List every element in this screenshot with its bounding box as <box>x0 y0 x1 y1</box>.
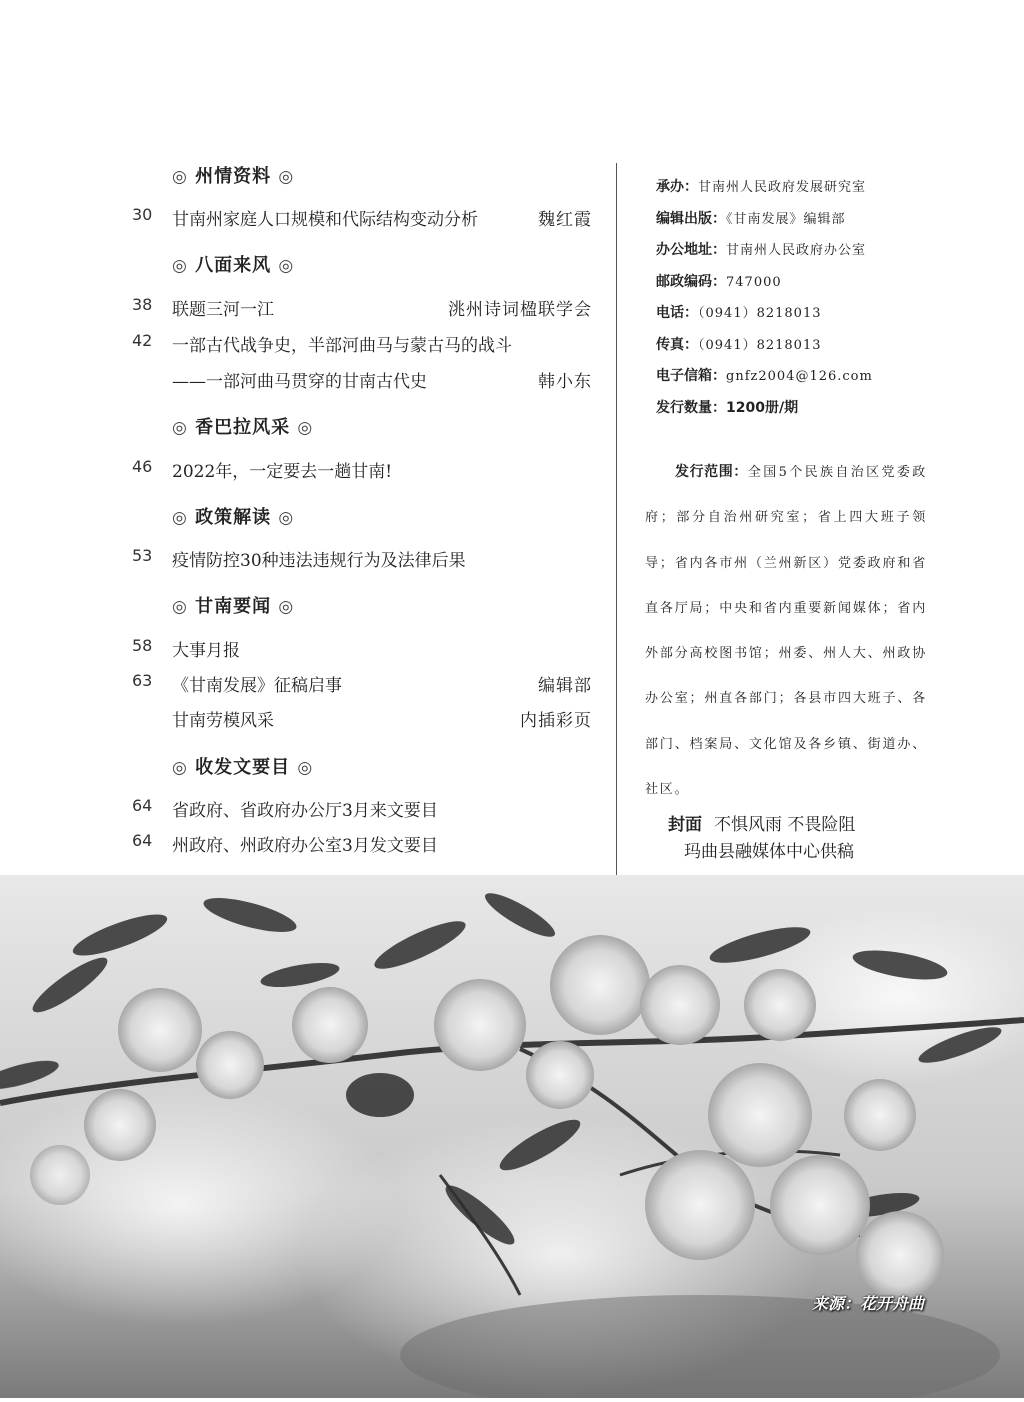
toc-entry[interactable] <box>0 636 592 664</box>
section-title: 甘南要闻 <box>195 596 272 617</box>
article-author: 洮州诗词楹联学会 <box>448 300 592 320</box>
colophon-line: 承办：甘南州人民政府发展研究室 <box>656 179 867 195</box>
section-title: 八面来风 <box>195 255 272 276</box>
cover-info <box>668 812 855 866</box>
section-title: 香巴拉风采 <box>195 417 291 438</box>
article-subtitle: ——一部河曲马贯穿的甘南古代史 <box>172 372 427 392</box>
article-title: 州政府、州政府办公室3月发文要目 <box>172 836 438 856</box>
page-number: 38 <box>132 295 153 314</box>
section-title: 收发文要目 <box>195 757 291 778</box>
page-number: 46 <box>132 457 153 476</box>
page-number: 30 <box>132 205 153 224</box>
page-number: 63 <box>132 671 153 690</box>
photo-credit: 来源：花开舟曲 <box>811 1294 924 1313</box>
toc-entry[interactable] <box>0 706 592 734</box>
article-author: 魏红霞 <box>538 210 592 230</box>
colophon-line: 传真：（0941）8218013 <box>656 336 822 353</box>
toc-entry[interactable] <box>0 671 592 699</box>
toc-entry[interactable] <box>0 295 592 323</box>
article-title: 联题三河一江 <box>172 300 274 320</box>
article-author: 编辑部 <box>538 676 592 696</box>
page-number: 64 <box>132 831 153 850</box>
toc-entry[interactable] <box>0 457 592 485</box>
article-title: 2022年，一定要去一趟甘南! <box>172 462 393 482</box>
cherry-blossom-photo <box>0 875 1024 1398</box>
article-title: 一部古代战争史，半部河曲马与蒙古马的战斗 <box>172 336 512 356</box>
distribution-text: 全国5个民族自治区党委政府；部分自治州研究室；省上四大班子领导；省内各市州（兰州新区）党委政府和省直各厅局；中央和省内重要新闻媒体；省内外部分高校图书馆；州委、州人大、州政协办公室；州直各部门；各县市四大班子、各部门、档案局、文化馆及各乡镇、街道办、社区。 <box>645 465 928 798</box>
section-heading: ◎ 八面来风 ◎ <box>172 255 295 276</box>
email-address[interactable]: gnfz2004@126.com <box>726 369 873 384</box>
toc-entry[interactable] <box>0 796 592 824</box>
toc-entry-subtitle[interactable] <box>0 367 592 395</box>
toc-entry[interactable] <box>0 331 592 359</box>
page-number: 42 <box>132 331 153 350</box>
article-title: 疫情防控30种违法违规行为及法律后果 <box>172 551 466 571</box>
colophon <box>656 176 956 428</box>
section-title: 州情资料 <box>195 166 272 187</box>
section-heading: ◎ 收发文要目 ◎ <box>172 757 314 778</box>
cover-credit: 玛曲县融媒体中心供稿 <box>684 842 854 862</box>
toc-entry[interactable] <box>0 205 592 233</box>
section-title: 政策解读 <box>195 507 272 528</box>
cover-label: 封面 <box>668 815 702 835</box>
colophon-line: 发行数量：1200册/期 <box>656 399 799 416</box>
page-number: 58 <box>132 636 153 655</box>
photo-illustration <box>0 875 1024 1398</box>
distribution-scope: 发行范围：全国5个民族自治区党委政府；部分自治州研究室；省上四大班子领导；省内各市州（兰州新区）党委政府和省直各厅局；中央和省内重要新闻媒体；省内外部分高校图书馆；州委、州人大、州政协办公室；州直各部门；各县市四大班子、各部门、档案局、文化馆及各乡镇、街道办、社区。 <box>645 464 928 798</box>
section-heading: ◎ 州情资料 ◎ <box>172 166 295 187</box>
colophon-line: 办公地址：甘南州人民政府办公室 <box>656 242 867 258</box>
article-title: 《甘南发展》征稿启事 <box>172 676 342 696</box>
page-number: 53 <box>132 546 153 565</box>
colophon-line: 编辑出版：《甘南发展》编辑部 <box>656 210 846 227</box>
toc-entry[interactable] <box>0 546 592 574</box>
colophon-line: 电话：（0941）8218013 <box>656 305 822 321</box>
article-author: 内插彩页 <box>520 711 592 731</box>
article-title: 大事月报 <box>172 641 240 661</box>
column-divider <box>616 163 617 875</box>
cover-title: 不惧风雨 不畏险阻 <box>714 815 856 835</box>
section-heading: ◎ 甘南要闻 ◎ <box>172 596 295 617</box>
section-heading: ◎ 政策解读 ◎ <box>172 507 295 528</box>
colophon-line: 邮政编码：747000 <box>656 273 782 290</box>
article-title: 省政府、省政府办公厅3月来文要目 <box>172 801 438 821</box>
section-heading: ◎ 香巴拉风采 ◎ <box>172 417 314 438</box>
article-author: 韩小东 <box>538 372 592 392</box>
colophon-line: 电子信箱：gnfz2004@126.com <box>656 368 873 384</box>
article-title: 甘南州家庭人口规模和代际结构变动分析 <box>172 210 478 230</box>
article-title: 甘南劳模风采 <box>172 711 274 731</box>
toc-entry[interactable] <box>0 831 592 859</box>
page-number: 64 <box>132 796 153 815</box>
